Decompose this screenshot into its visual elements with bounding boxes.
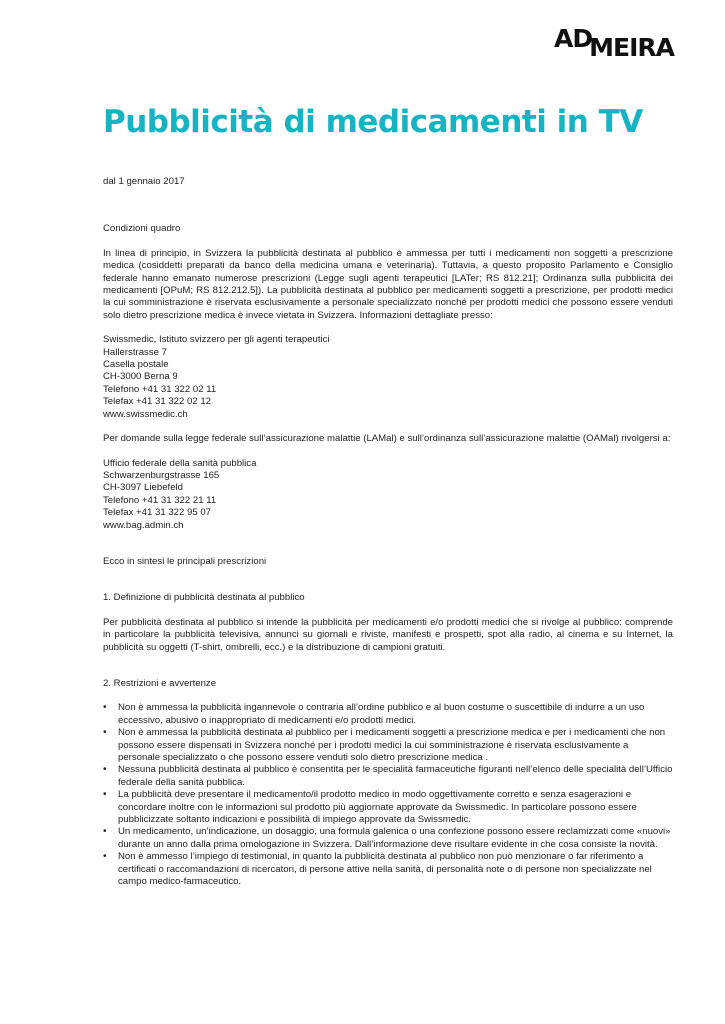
- list-item: • Un medicamento, un’indicazione, un dosaggio, una formula galenica o una confezione possono essere reclamizzati come «nuovi» durante un anno dalla prima omologazione in Svizzera. Dall’informazione deve risultare evidente in che cosa consiste la novità.: [103, 826, 673, 851]
- logo-part-ad: AD: [554, 24, 593, 53]
- restrictions-list: [103, 702, 673, 888]
- address-website: www.bag.admin.ch: [103, 519, 184, 531]
- lamal-text: Per domande sulla legge federale sull’assicurazione malattie (LAMal) e sull’ordinanza sull’assicurazione malattie (OAMal) rivolgersi a:: [103, 433, 671, 445]
- list-item: • Non è ammessa la pubblicità destinata al pubblico per i medicamenti soggetti a prescrizione medica e per i medicamenti che non possono essere dispensati in Svizzera nonché per i prodotti medici la cui somministrazione è riservata esclusivamente a personale specializzato o che possono essere venduti solo dietro prescrizione medica .: [103, 727, 673, 764]
- restrictions-heading: 2. Restrizioni e avvertenze: [103, 677, 217, 689]
- summary-heading: Ecco in sintesi le principali prescrizioni: [103, 555, 267, 567]
- address-fax: Telefax +41 31 322 95 07: [103, 507, 212, 519]
- address-fax: Telefax +41 31 322 02 12: [103, 396, 212, 408]
- list-item: • La pubblicità deve presentare il medicamento/il prodotto medico in modo oggettivamente corretto e senza esagerazioni e concordare inoltre con le informazioni sul prodotto più aggiornate approvate da Swissmedic. In particolare possono essere pubblicizzate soltanto indicazioni e possibilità di impiego approvate da Swissmedic.: [103, 789, 673, 826]
- framework-intro: In linea di principio, in Svizzera la pubblicità destinata al pubblico è ammessa per tutti i medicamenti non soggetti a prescrizione medica (cosiddetti preparati da banco della medicina umana e veterinaria). Tuttavia, a questo proposito Parlamento e Consiglio federale hanno emanato numerose prescrizioni (Legge sugli agenti terapeutici [LATer; RS 812.21]; Ordinanza sulla pubblicità dei medicamenti [OPuM; RS 812.212.5]). La pubblicità destinata al pubblico per medicamenti soggetti a prescrizione, per prodotti medici la cui somministrazione è riservata esclusivamente a personale specializzato nonché per prodotti medici che possono essere venduti solo dietro prescrizione medica è invece vietata in Svizzera. Informazioni dettagliate presso:: [103, 247, 673, 321]
- address-line: CH-3097 Liebefeld: [103, 482, 184, 494]
- page-title: Pubblicità di medicamenti in TV: [103, 104, 643, 140]
- address-line: CH-3000 Berna 9: [103, 371, 178, 383]
- list-item: • Non è ammesso l’impiego di testimonial, in quanto la pubblicità destinata al pubblico non può menzionare o far riferimento a certificati o raccomandazioni di ricercatori, di persone attive nella sanità, di personalità note o di persone non specializzate nel campo medico-farmaceutico.: [103, 851, 673, 888]
- address-phone: Telefono +41 31 322 21 11: [103, 494, 217, 506]
- bag-address: [103, 458, 673, 532]
- address-line: Hallerstrasse 7: [103, 346, 167, 358]
- address-phone: Telefono +41 31 322 02 11: [103, 383, 217, 395]
- address-line: Swissmedic, Istituto svizzero per gli agenti terapeutici: [103, 334, 330, 346]
- address-line: Ufficio federale della sanità pubblica: [103, 457, 257, 469]
- definition-text: Per pubblicità destinata al pubblico si intende la pubblicità per medicamenti e/o prodotti medici che si rivolge al pubblico: comprende in particolare la pubblicità televisiva, annunci su giornali e riviste, manifesti e prospetti, spot alla radio, al cinema e su Internet, la pubblicità su oggetti (T-shirt, ombrelli, ecc.) e la distribuzione di campioni gratuiti.: [103, 616, 673, 653]
- definition-heading: 1. Definizione di pubblicità destinata al pubblico: [103, 592, 305, 604]
- document-body: [103, 176, 673, 888]
- swissmedic-address: [103, 334, 673, 421]
- logo-part-meira: MEIRA: [589, 33, 674, 62]
- admeira-logo: [554, 24, 674, 62]
- framework-heading: Condizioni quadro: [103, 223, 181, 235]
- address-line: Casella postale: [103, 359, 169, 371]
- effective-date: dal 1 gennaio 2017: [103, 176, 185, 187]
- list-item: • Nessuna pubblicità destinata al pubblico è consentita per le specialità farmaceutiche figuranti nell’elenco delle specialità dell’Ufficio federale della sanità pubblica.: [103, 764, 673, 789]
- list-item: • Non è ammessa la pubblicità ingannevole o contraria all’ordine pubblico e al buon costume o suscettibile di indurre a un uso eccessivo, abusivo o inappropriato di medicamenti e/o prodotti medici.: [103, 702, 673, 727]
- address-line: Schwarzenburgstrasse 165: [103, 469, 220, 481]
- address-website: www.swissmedic.ch: [103, 408, 188, 420]
